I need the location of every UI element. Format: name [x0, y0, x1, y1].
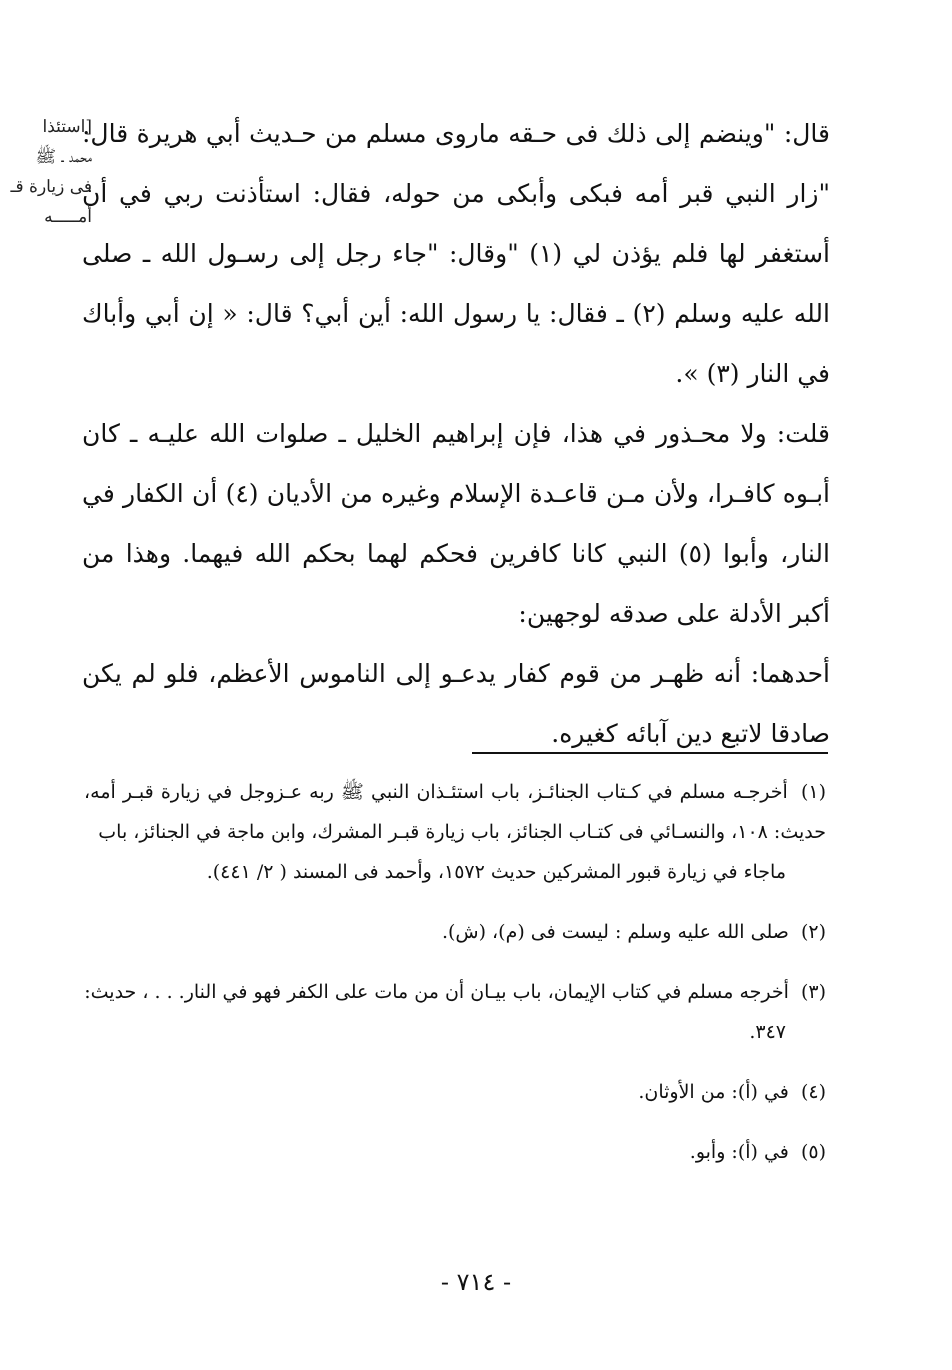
- footnote-text: في (أ): من الأوثان.: [638, 1081, 789, 1103]
- footnote: [84, 772, 826, 892]
- footnote-separator: [472, 752, 828, 754]
- footnote-text: أخرجـه مسلم في كـتاب الجنائـز، باب استئـذان النبي ﷺ ربه عـزوجل في زيارة قبـر أمه، حديث: ١٠٨، والنسـائي فى كتـاب الجنائز، باب زيارة قبـر المشرك، وابن ماجة في الجنائز، باب: [84, 781, 826, 843]
- page-number: - ٧١٤ -: [440, 1268, 512, 1296]
- paragraph: قال: "وينضم إلى ذلك فى حـقه ماروى مسلم من حـديث أبي هريرة قال: "زار النبي قبر أمه فبكى وأبكى من حوله، فقال: استأذنت ربي في أن أستغفر لها فلم يؤذن لي (١) "وقال: "جاء رجل إلى رسـول الله ـ صلى الله عليه وسلم (٢) ـ فقال: يا رسول الله: أين أبي؟ قال: « إن أبي وأباك في النار (٣) ».: [82, 119, 830, 388]
- footnote: [84, 1072, 826, 1112]
- footnotes: [84, 772, 826, 1192]
- footnote-number: (١): [800, 781, 826, 803]
- footnote: [84, 912, 826, 952]
- margin-note-line: فى زيارة قـ: [10, 177, 92, 197]
- footnote-number: (٤): [800, 1081, 826, 1103]
- paragraph: أحدهما: أنه ظهـر من قوم كفار يدعـو إلى الناموس الأعظم، فلو لم يكن صادقا لاتبع دين آبائه كغيره.: [82, 659, 830, 748]
- footnote-text-continued: ٣٤٧.: [749, 1021, 786, 1043]
- margin-note-line: أمـــــه: [44, 207, 92, 227]
- footnote-number: (٣): [800, 981, 826, 1003]
- margin-note-line: محمد ـ ﷺ: [35, 147, 92, 167]
- footnote-text: صلى الله عليه وسلم : ليست فى (م)، (ش).: [441, 921, 789, 943]
- margin-note-line: [استئذا: [42, 117, 92, 137]
- footnote: [84, 972, 826, 1052]
- footnote-text: في (أ): وأبو.: [689, 1141, 789, 1163]
- footnote-number: (٢): [800, 921, 826, 943]
- footnote-text: أخرجه مسلم في كتاب الإيمان، باب بيـان أن من مات على الكفر فهو في النار. . . ، حديث:: [84, 981, 789, 1003]
- footnote-number: (٥): [800, 1141, 826, 1163]
- margin-note: [0, 112, 92, 232]
- paragraph: قلت: ولا محـذور في هذا، فإن إبراهيم الخليل ـ صلوات الله عليـه ـ كان أبـوه كافـرا، ولأن مـن قاعـدة الإسلام وغيره من الأديان (٤) أن الكفار في النار، وأبوا (٥) النبي كانا كافرين فحكم لهما بحكم الله فيهما. وهذا من أكبر الأدلة على صدقه لوجهين:: [82, 419, 830, 628]
- main-text: [82, 104, 830, 764]
- footnote-text-continued: ماجاء في زيارة قبور المشركين حديث ١٥٧٢، وأحمد فى المسند ( ٢/ ٤٤١).: [206, 861, 786, 883]
- footnote: [84, 1132, 826, 1172]
